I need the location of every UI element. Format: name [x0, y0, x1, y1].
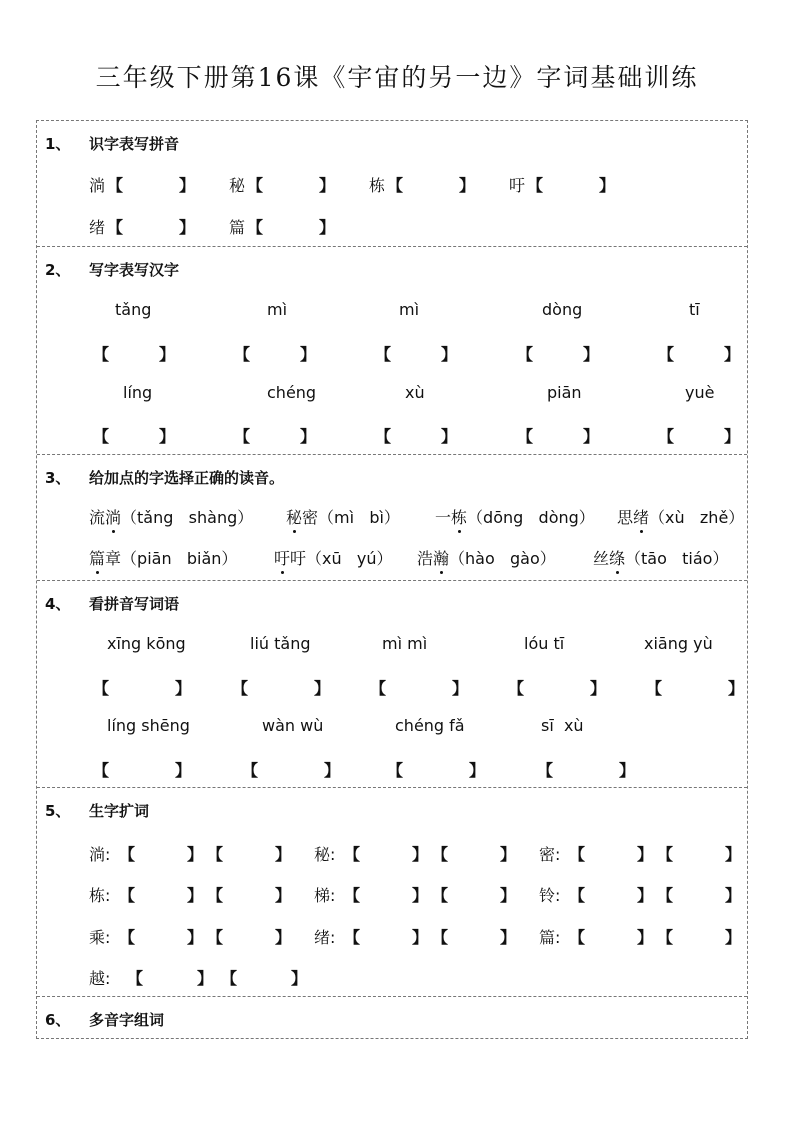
answer-blank[interactable] — [111, 676, 175, 696]
answer-bracket-open: 【 — [432, 928, 449, 947]
section-6 — [37, 996, 747, 1038]
reading-choice — [89, 505, 253, 528]
answer-bracket-close: 】 — [324, 761, 341, 780]
answer-bracket-close: 】 — [452, 679, 469, 698]
answer-bracket-open: 【 — [527, 176, 544, 195]
answer-bracket-close: 】 — [314, 679, 331, 698]
answer-bracket-open: 【 — [517, 427, 534, 446]
pinyin: chéng fǎ — [395, 716, 465, 735]
answer-bracket-close: 】 — [291, 969, 308, 988]
answer-blank[interactable] — [260, 758, 324, 778]
answer-bracket-close: 】 — [441, 427, 458, 446]
answer-bracket-close: 】 — [319, 176, 336, 195]
answer-bracket-open: 【 — [569, 845, 586, 864]
pinyin-options[interactable]: （piān biǎn） — [121, 549, 238, 568]
answer-bracket-close: 】 — [275, 845, 292, 864]
section-title: 生字扩词 — [89, 802, 150, 820]
answer-blank[interactable] — [405, 173, 459, 193]
page-title: 三年级下册第16课《宇宙的另一边》字词基础训练 — [95, 63, 699, 92]
answer-bracket-close: 】 — [175, 679, 192, 698]
expansion-char: 淌: — [89, 845, 111, 864]
character: 绪 — [89, 218, 106, 237]
answer-bracket-open: 【 — [234, 427, 251, 446]
reading-choice — [417, 546, 556, 569]
section-5 — [37, 787, 747, 996]
pinyin-options[interactable]: （xù zhě） — [649, 508, 745, 527]
expansion-char: 密: — [539, 845, 561, 864]
answer-blank[interactable] — [225, 883, 275, 903]
word-char: 吁 — [290, 549, 307, 568]
pinyin: xiāng yù — [644, 634, 713, 653]
answer-blank[interactable] — [675, 842, 725, 862]
section-2 — [37, 246, 747, 454]
answer-blank[interactable] — [125, 215, 179, 235]
answer-blank[interactable] — [450, 883, 500, 903]
pinyin-options[interactable]: （xū yú） — [306, 549, 393, 568]
answer-bracket-open: 【 — [387, 176, 404, 195]
dotted-char: 瀚 — [433, 546, 449, 569]
section-number: 3、 — [45, 469, 71, 487]
answer-blank[interactable] — [239, 966, 291, 986]
answer-bracket-close: 】 — [724, 427, 741, 446]
expansion-char: 秘: — [314, 845, 336, 864]
character: 秘 — [229, 176, 246, 195]
answer-blank[interactable] — [675, 925, 725, 945]
answer-bracket-open: 【 — [93, 761, 110, 780]
answer-bracket-open: 【 — [93, 679, 110, 698]
answer-blank[interactable] — [535, 342, 583, 362]
pinyin: xīng kōng — [107, 634, 186, 653]
answer-blank[interactable] — [587, 842, 637, 862]
pinyin: tī — [689, 300, 700, 319]
answer-blank[interactable] — [535, 424, 583, 444]
section-title: 给加点的字选择正确的读音。 — [89, 469, 285, 487]
answer-bracket-open: 【 — [344, 928, 361, 947]
section-number: 2、 — [45, 261, 71, 279]
answer-bracket-open: 【 — [107, 176, 124, 195]
answer-bracket-close: 】 — [441, 345, 458, 364]
answer-blank[interactable] — [545, 173, 599, 193]
expansion-char: 乘: — [89, 928, 111, 947]
answer-bracket-open: 【 — [432, 886, 449, 905]
answer-bracket-open: 【 — [207, 886, 224, 905]
answer-bracket-close: 】 — [619, 761, 636, 780]
section-title: 看拼音写词语 — [89, 595, 180, 613]
answer-bracket-open: 【 — [247, 176, 264, 195]
answer-blank[interactable] — [362, 925, 412, 945]
expansion-char: 篇: — [539, 928, 561, 947]
dotted-char: 栋 — [451, 505, 467, 528]
pinyin: mì — [399, 300, 420, 319]
answer-blank[interactable] — [587, 883, 637, 903]
answer-blank[interactable] — [111, 424, 159, 444]
reading-choice — [617, 505, 744, 528]
answer-bracket-open: 【 — [658, 345, 675, 364]
pinyin: mì mì — [382, 634, 428, 653]
expansion-char: 绪: — [314, 928, 336, 947]
answer-bracket-close: 】 — [725, 886, 742, 905]
answer-blank[interactable] — [450, 925, 500, 945]
section-number: 1、 — [45, 135, 71, 153]
answer-bracket-close: 】 — [725, 928, 742, 947]
answer-bracket-close: 】 — [187, 845, 204, 864]
answer-blank[interactable] — [393, 424, 441, 444]
section-title: 写字表写汉字 — [89, 261, 180, 279]
reading-choice — [593, 546, 728, 569]
answer-bracket-open: 【 — [119, 845, 136, 864]
answer-bracket-open: 【 — [207, 845, 224, 864]
section-1 — [37, 121, 747, 246]
pinyin: yuè — [685, 383, 715, 402]
answer-bracket-open: 【 — [93, 427, 110, 446]
answer-bracket-close: 】 — [187, 928, 204, 947]
character: 篇 — [229, 218, 246, 237]
answer-bracket-close: 】 — [187, 886, 204, 905]
answer-bracket-close: 】 — [179, 218, 196, 237]
dotted-char: 绦 — [609, 546, 625, 569]
answer-blank[interactable] — [664, 676, 728, 696]
answer-bracket-close: 】 — [637, 928, 654, 947]
dotted-char: 吁 — [274, 546, 290, 569]
answer-bracket-open: 【 — [517, 345, 534, 364]
answer-bracket-close: 】 — [590, 679, 607, 698]
answer-bracket-open: 【 — [344, 845, 361, 864]
answer-blank[interactable] — [362, 842, 412, 862]
answer-bracket-open: 【 — [569, 928, 586, 947]
worksheet — [36, 120, 748, 1039]
answer-bracket-open: 【 — [127, 969, 144, 988]
answer-blank[interactable] — [555, 758, 619, 778]
answer-blank[interactable] — [526, 676, 590, 696]
reading-choice — [286, 505, 400, 528]
answer-bracket-open: 【 — [107, 218, 124, 237]
answer-blank[interactable] — [405, 758, 469, 778]
dotted-char: 淌 — [105, 505, 121, 528]
answer-bracket-close: 】 — [724, 345, 741, 364]
character: 栋 — [369, 176, 386, 195]
answer-blank[interactable] — [111, 342, 159, 362]
pinyin-options[interactable]: （mì bì） — [318, 508, 400, 527]
answer-bracket-open: 【 — [93, 345, 110, 364]
word-char: 思 — [617, 508, 634, 527]
pinyin-options[interactable]: （tǎng shàng） — [121, 508, 254, 527]
answer-bracket-open: 【 — [247, 218, 264, 237]
answer-blank[interactable] — [265, 215, 319, 235]
answer-bracket-open: 【 — [119, 886, 136, 905]
answer-blank[interactable] — [252, 424, 300, 444]
section-4 — [37, 580, 747, 787]
answer-bracket-close: 】 — [725, 845, 742, 864]
dotted-char: 绪 — [633, 505, 649, 528]
answer-blank[interactable] — [225, 842, 275, 862]
answer-bracket-close: 】 — [175, 761, 192, 780]
answer-bracket-close: 】 — [637, 886, 654, 905]
answer-bracket-open: 【 — [537, 761, 554, 780]
pinyin: líng shēng — [107, 716, 190, 735]
answer-blank[interactable] — [450, 842, 500, 862]
word-char: 密 — [302, 508, 319, 527]
answer-bracket-close: 】 — [319, 218, 336, 237]
answer-blank[interactable] — [137, 925, 187, 945]
answer-bracket-close: 】 — [412, 928, 429, 947]
answer-bracket-open: 【 — [658, 427, 675, 446]
answer-blank[interactable] — [587, 925, 637, 945]
word-char: 一 — [435, 508, 452, 527]
answer-bracket-close: 】 — [412, 845, 429, 864]
pinyin: líng — [123, 383, 153, 402]
answer-bracket-close: 】 — [500, 886, 517, 905]
answer-bracket-close: 】 — [197, 969, 214, 988]
answer-bracket-open: 【 — [508, 679, 525, 698]
answer-blank[interactable] — [137, 883, 187, 903]
answer-bracket-open: 【 — [375, 345, 392, 364]
answer-bracket-open: 【 — [387, 761, 404, 780]
pinyin: sī xù — [541, 716, 584, 735]
reading-choice — [89, 546, 237, 569]
answer-bracket-open: 【 — [234, 345, 251, 364]
pinyin: lóu tī — [524, 634, 565, 653]
pinyin: dòng — [542, 300, 583, 319]
reading-choice — [435, 505, 595, 528]
answer-bracket-open: 【 — [657, 845, 674, 864]
pinyin: wàn wù — [262, 716, 324, 735]
character: 吁 — [509, 176, 526, 195]
answer-blank[interactable] — [125, 173, 179, 193]
expansion-char: 梯: — [314, 886, 336, 905]
answer-bracket-open: 【 — [569, 886, 586, 905]
expansion-char: 越: — [89, 969, 111, 988]
pinyin: chéng — [267, 383, 317, 402]
answer-bracket-open: 【 — [370, 679, 387, 698]
answer-bracket-close: 】 — [275, 928, 292, 947]
answer-bracket-close: 】 — [412, 886, 429, 905]
character: 淌 — [89, 176, 106, 195]
expansion-char: 铃: — [539, 886, 561, 905]
answer-bracket-open: 【 — [646, 679, 663, 698]
section-3 — [37, 454, 747, 580]
answer-bracket-close: 】 — [637, 845, 654, 864]
answer-bracket-close: 】 — [599, 176, 616, 195]
section-number: 4、 — [45, 595, 71, 613]
answer-bracket-open: 【 — [432, 845, 449, 864]
word-char: 丝 — [593, 549, 610, 568]
answer-bracket-close: 】 — [159, 427, 176, 446]
answer-blank[interactable] — [145, 966, 197, 986]
answer-blank[interactable] — [137, 842, 187, 862]
pinyin-options[interactable]: （dōng dòng） — [467, 508, 595, 527]
answer-bracket-close: 】 — [469, 761, 486, 780]
answer-blank[interactable] — [676, 424, 724, 444]
answer-bracket-close: 】 — [583, 427, 600, 446]
section-number: 6、 — [45, 1011, 71, 1029]
answer-blank[interactable] — [252, 342, 300, 362]
answer-blank[interactable] — [111, 758, 175, 778]
section-title: 多音字组词 — [89, 1011, 165, 1029]
answer-bracket-open: 【 — [242, 761, 259, 780]
answer-bracket-open: 【 — [221, 969, 238, 988]
pinyin: piān — [547, 383, 582, 402]
answer-bracket-close: 】 — [500, 845, 517, 864]
section-title: 识字表写拼音 — [89, 135, 180, 153]
answer-bracket-close: 】 — [179, 176, 196, 195]
word-char: 章 — [105, 549, 122, 568]
answer-bracket-open: 【 — [657, 928, 674, 947]
answer-bracket-close: 】 — [275, 886, 292, 905]
answer-bracket-open: 【 — [207, 928, 224, 947]
answer-blank[interactable] — [676, 342, 724, 362]
dotted-char: 秘 — [286, 505, 302, 528]
answer-bracket-close: 】 — [159, 345, 176, 364]
answer-blank[interactable] — [675, 883, 725, 903]
answer-blank[interactable] — [225, 925, 275, 945]
section-number: 5、 — [45, 802, 71, 820]
answer-bracket-open: 【 — [232, 679, 249, 698]
answer-blank[interactable] — [362, 883, 412, 903]
answer-bracket-close: 】 — [500, 928, 517, 947]
answer-bracket-close: 】 — [459, 176, 476, 195]
dotted-char: 篇 — [89, 546, 105, 569]
pinyin: liú tǎng — [250, 634, 311, 653]
answer-bracket-close: 】 — [583, 345, 600, 364]
expansion-char: 栋: — [89, 886, 111, 905]
answer-bracket-open: 【 — [657, 886, 674, 905]
pinyin-options[interactable]: （tāo tiáo） — [625, 549, 729, 568]
answer-blank[interactable] — [388, 676, 452, 696]
pinyin: tǎng — [115, 300, 152, 319]
word-char: 浩 — [417, 549, 434, 568]
pinyin-options[interactable]: （hào gào） — [449, 549, 556, 568]
pinyin: xù — [405, 383, 425, 402]
answer-bracket-close: 】 — [728, 679, 745, 698]
reading-choice — [274, 546, 393, 569]
answer-bracket-open: 【 — [344, 886, 361, 905]
answer-bracket-close: 】 — [300, 345, 317, 364]
answer-blank[interactable] — [265, 173, 319, 193]
word-char: 流 — [89, 508, 106, 527]
answer-bracket-open: 【 — [119, 928, 136, 947]
answer-bracket-close: 】 — [300, 427, 317, 446]
answer-blank[interactable] — [393, 342, 441, 362]
pinyin: mì — [267, 300, 288, 319]
answer-bracket-open: 【 — [375, 427, 392, 446]
answer-blank[interactable] — [250, 676, 314, 696]
